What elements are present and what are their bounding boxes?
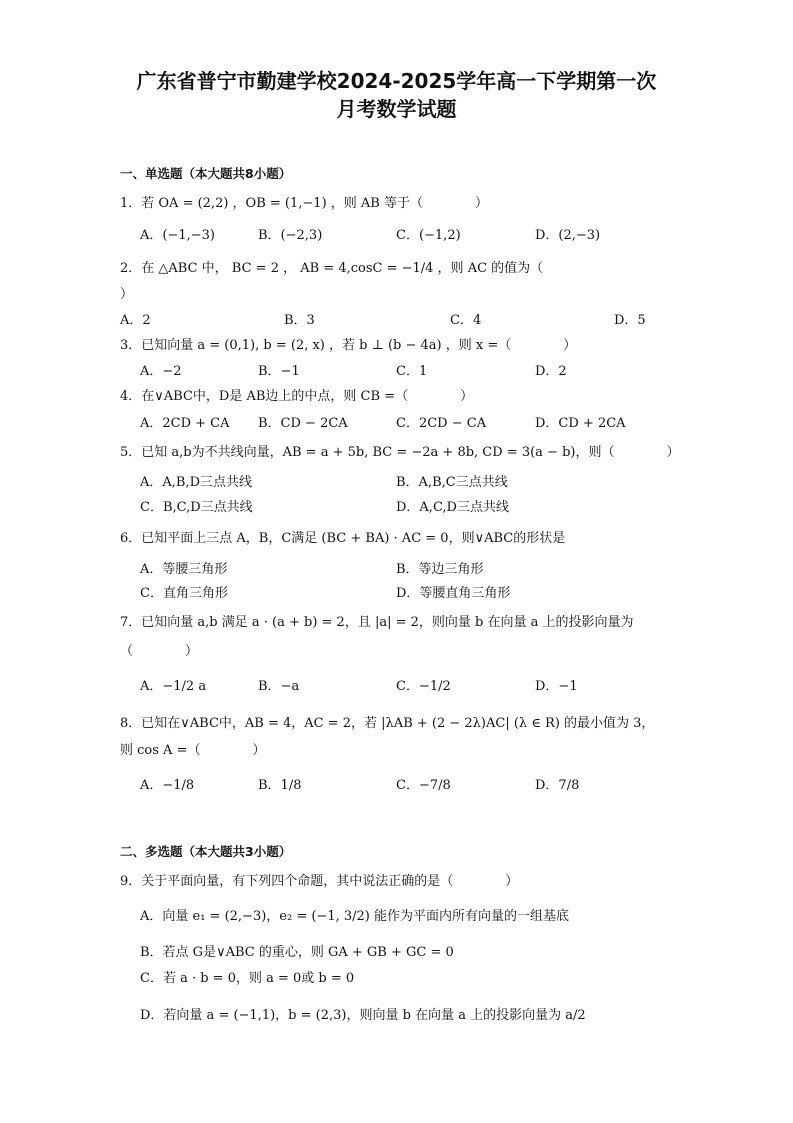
question-2-stem-cont: ） xyxy=(120,287,134,302)
question-3-option-d: D．2 xyxy=(535,364,567,379)
section-multi-choice: 二、多选题（本大题共3小题） xyxy=(120,844,292,859)
question-5-stem: 5．已知 a,b为不共线向量，AB = a + 5b, BC = −2a + 8b, CD = 3(a − b)，则（ ） xyxy=(120,445,680,460)
question-7-option-d: D．−1 xyxy=(535,679,578,694)
question-8-stem-cont: 则 cos A =（ ） xyxy=(120,743,266,758)
question-4-option-b: B．CD − 2CA xyxy=(258,416,348,431)
question-6-stem: 6．已知平面上三点 A，B，C满足 (BC + BA) · AC = 0，则∨ABC的形状是 xyxy=(120,531,566,546)
question-7-option-a: A．−1/2 a xyxy=(140,679,207,694)
exam-title-line1: 广东省普宁市勤建学校2024-2025学年高一下学期第一次 xyxy=(136,69,657,93)
question-7-option-b: B．−a xyxy=(258,679,300,694)
question-1-option-c: C．(−1,2) xyxy=(396,228,461,243)
question-9-option-a: A．向量 e₁ = (2,−3)，e₂ = (−1, 3/2) 能作为平面内所有向量的一组基底 xyxy=(140,909,569,924)
question-5-option-d: D．A,C,D三点共线 xyxy=(396,500,509,515)
question-6-option-c: C．直角三角形 xyxy=(140,586,228,601)
question-6-option-a: A．等腰三角形 xyxy=(140,562,228,577)
question-3-option-b: B．−1 xyxy=(258,364,300,379)
question-2-option-b: B．3 xyxy=(284,313,315,328)
question-1-option-a: A．(−1,−3) xyxy=(140,228,215,243)
question-7-stem-cont: （ ） xyxy=(120,644,199,659)
question-9-option-c: C．若 a · b = 0，则 a = 0或 b = 0 xyxy=(140,971,355,986)
question-4-option-d: D．CD + 2CA xyxy=(535,416,626,431)
question-4-option-a: A．2CD + CA xyxy=(140,416,230,431)
question-9-stem: 9．关于平面向量，有下列四个命题，其中说法正确的是（ ） xyxy=(120,874,519,889)
question-6-option-d: D．等腰直角三角形 xyxy=(396,586,511,601)
question-7-stem: 7．已知向量 a,b 满足 a · (a + b) = 2，且 |a| = 2，则向量 b 在向量 a 上的投影向量为 xyxy=(120,615,634,630)
question-2-option-d: D．5 xyxy=(614,313,646,328)
question-2-option-a: A．2 xyxy=(120,313,151,328)
question-2-option-c: C．4 xyxy=(450,313,482,328)
question-7-option-c: C．−1/2 xyxy=(396,679,451,694)
question-9-option-d: D．若向量 a = (−1,1)，b = (2,3)，则向量 b 在向量 a 上的投影向量为 a/2 xyxy=(140,1008,586,1023)
question-8-option-c: C．−7/8 xyxy=(396,778,451,793)
question-5-option-c: C．B,C,D三点共线 xyxy=(140,500,253,515)
question-9-option-b: B．若点 G是∨ABC 的重心，则 GA + GB + GC = 0 xyxy=(140,945,454,960)
question-3-option-a: A．−2 xyxy=(140,364,182,379)
question-6-option-b: B．等边三角形 xyxy=(396,562,484,577)
exam-title-line2: 月考数学试题 xyxy=(336,97,457,121)
question-8-option-b: B．1/8 xyxy=(258,778,302,793)
question-8-stem: 8．已知在∨ABC中，AB = 4，AC = 2，若 |λAB + (2 − 2λ)AC| (λ ∈ R) 的最小值为 3， xyxy=(120,716,655,731)
question-4-option-c: C．2CD − CA xyxy=(396,416,487,431)
question-1-stem: 1．若 OA = (2,2) ，OB = (1,−1) ，则 AB 等于（ ） xyxy=(120,196,488,211)
question-1-option-b: B．(−2,3) xyxy=(258,228,323,243)
question-2-stem: 2．在 △ABC 中， BC = 2 ， AB = 4,cosC = −1/4 ，则 AC 的值为（ xyxy=(120,261,544,276)
question-5-option-a: A．A,B,D三点共线 xyxy=(140,475,253,490)
question-1-option-d: D．(2,−3) xyxy=(535,228,601,243)
question-4-stem: 4．在∨ABC中，D是 AB边上的中点，则 CB =（ ） xyxy=(120,389,474,404)
question-8-option-d: D．7/8 xyxy=(535,778,580,793)
question-8-option-a: A．−1/8 xyxy=(140,778,195,793)
section-single-choice: 一、单选题（本大题共8小题） xyxy=(120,166,292,181)
question-5-option-b: B．A,B,C三点共线 xyxy=(396,475,508,490)
question-3-option-c: C．1 xyxy=(396,364,428,379)
question-3-stem: 3．已知向量 a = (0,1), b = (2, x) ，若 b ⊥ (b − 4a) ，则 x =（ ） xyxy=(120,338,577,353)
